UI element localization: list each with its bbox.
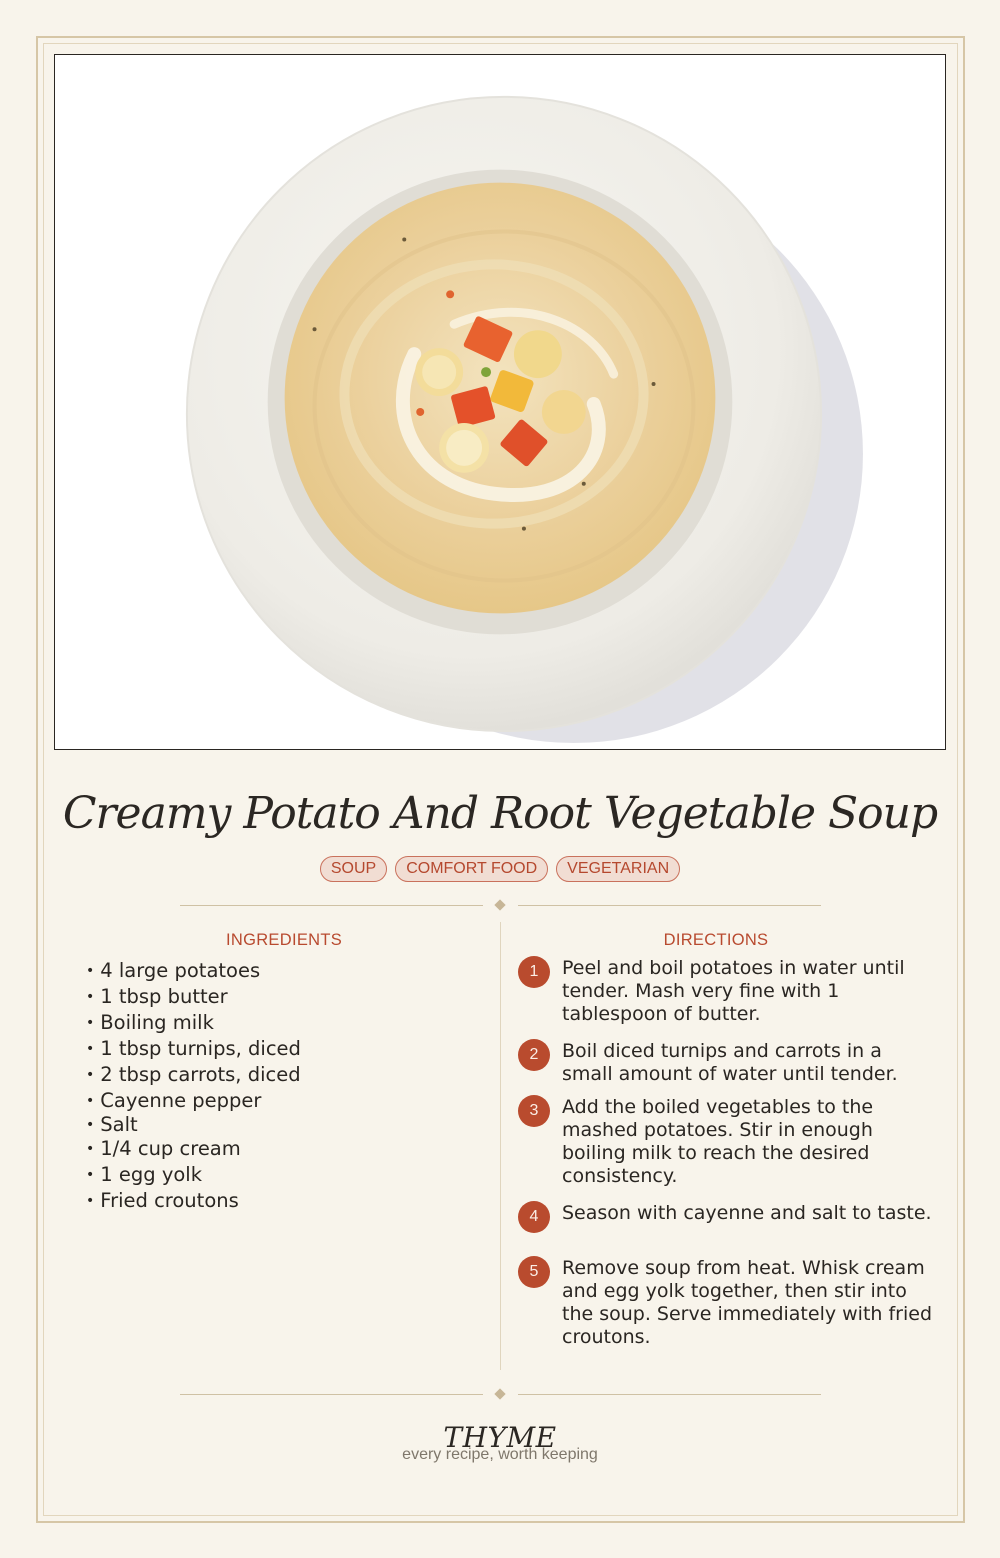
ingredients-heading: INGREDIENTS [225, 931, 343, 949]
step-text: Peel and boil potatoes in water until tender. Mash very fine with 1 tablespoon of butter. [562, 957, 905, 1025]
tag-vegetarian[interactable]: VEGETARIAN [556, 856, 680, 882]
step-text: Add the boiled vegetables to the mashed potatoes. Stir in enough boiling milk to reach the desired consistency. [562, 1096, 874, 1187]
step-text: Remove soup from heat. Whisk cream and egg yolk together, then stir into the soup. Serve immediately with fried croutons. [562, 1257, 933, 1348]
step-text: Season with cayenne and salt to taste. [562, 1202, 932, 1224]
top-divider [180, 900, 821, 912]
step-number-badge: 3 [518, 1095, 550, 1127]
directions-heading: DIRECTIONS [663, 931, 769, 949]
brand-tagline: every recipe, worth keeping [402, 1446, 598, 1463]
step-text: Boil diced turnips and carrots in a small amount of water until tender. [562, 1040, 898, 1085]
ingredient-item: • 1 egg yolk [86, 1162, 301, 1188]
step-number-badge: 5 [518, 1256, 550, 1288]
ingredient-item: • 1 tbsp butter [86, 984, 301, 1010]
step-number-badge: 2 [518, 1039, 550, 1071]
step-number-badge: 4 [518, 1201, 550, 1233]
ingredients-list [86, 958, 301, 1214]
bottom-divider [180, 1389, 821, 1401]
diamond-ornament-icon [494, 1388, 505, 1399]
tag-comfort-food[interactable]: COMFORT FOOD [395, 856, 548, 882]
diamond-ornament-icon [494, 899, 505, 910]
soup-bowl-illustration [55, 55, 945, 749]
tag-list [54, 856, 946, 882]
ingredient-item: • Boiling milk [86, 1010, 301, 1036]
step-number-badge: 1 [518, 956, 550, 988]
tag-soup[interactable]: SOUP [320, 856, 387, 882]
recipe-title: Creamy Potato And Root Vegetable Soup [62, 788, 938, 839]
ingredient-item: • 1 tbsp turnips, diced [86, 1036, 301, 1062]
brand-logo: THYME [443, 1421, 557, 1454]
hero-soup-image [54, 54, 946, 750]
ingredient-item: • Salt [86, 1114, 301, 1136]
ingredient-item: • 2 tbsp carrots, diced [86, 1062, 301, 1088]
ingredient-item: • 1/4 cup cream [86, 1136, 301, 1162]
column-separator [500, 922, 501, 1370]
ingredient-item: • 4 large potatoes [86, 958, 301, 984]
ingredient-item: • Cayenne pepper [86, 1088, 301, 1114]
ingredient-item: • Fried croutons [86, 1188, 301, 1214]
